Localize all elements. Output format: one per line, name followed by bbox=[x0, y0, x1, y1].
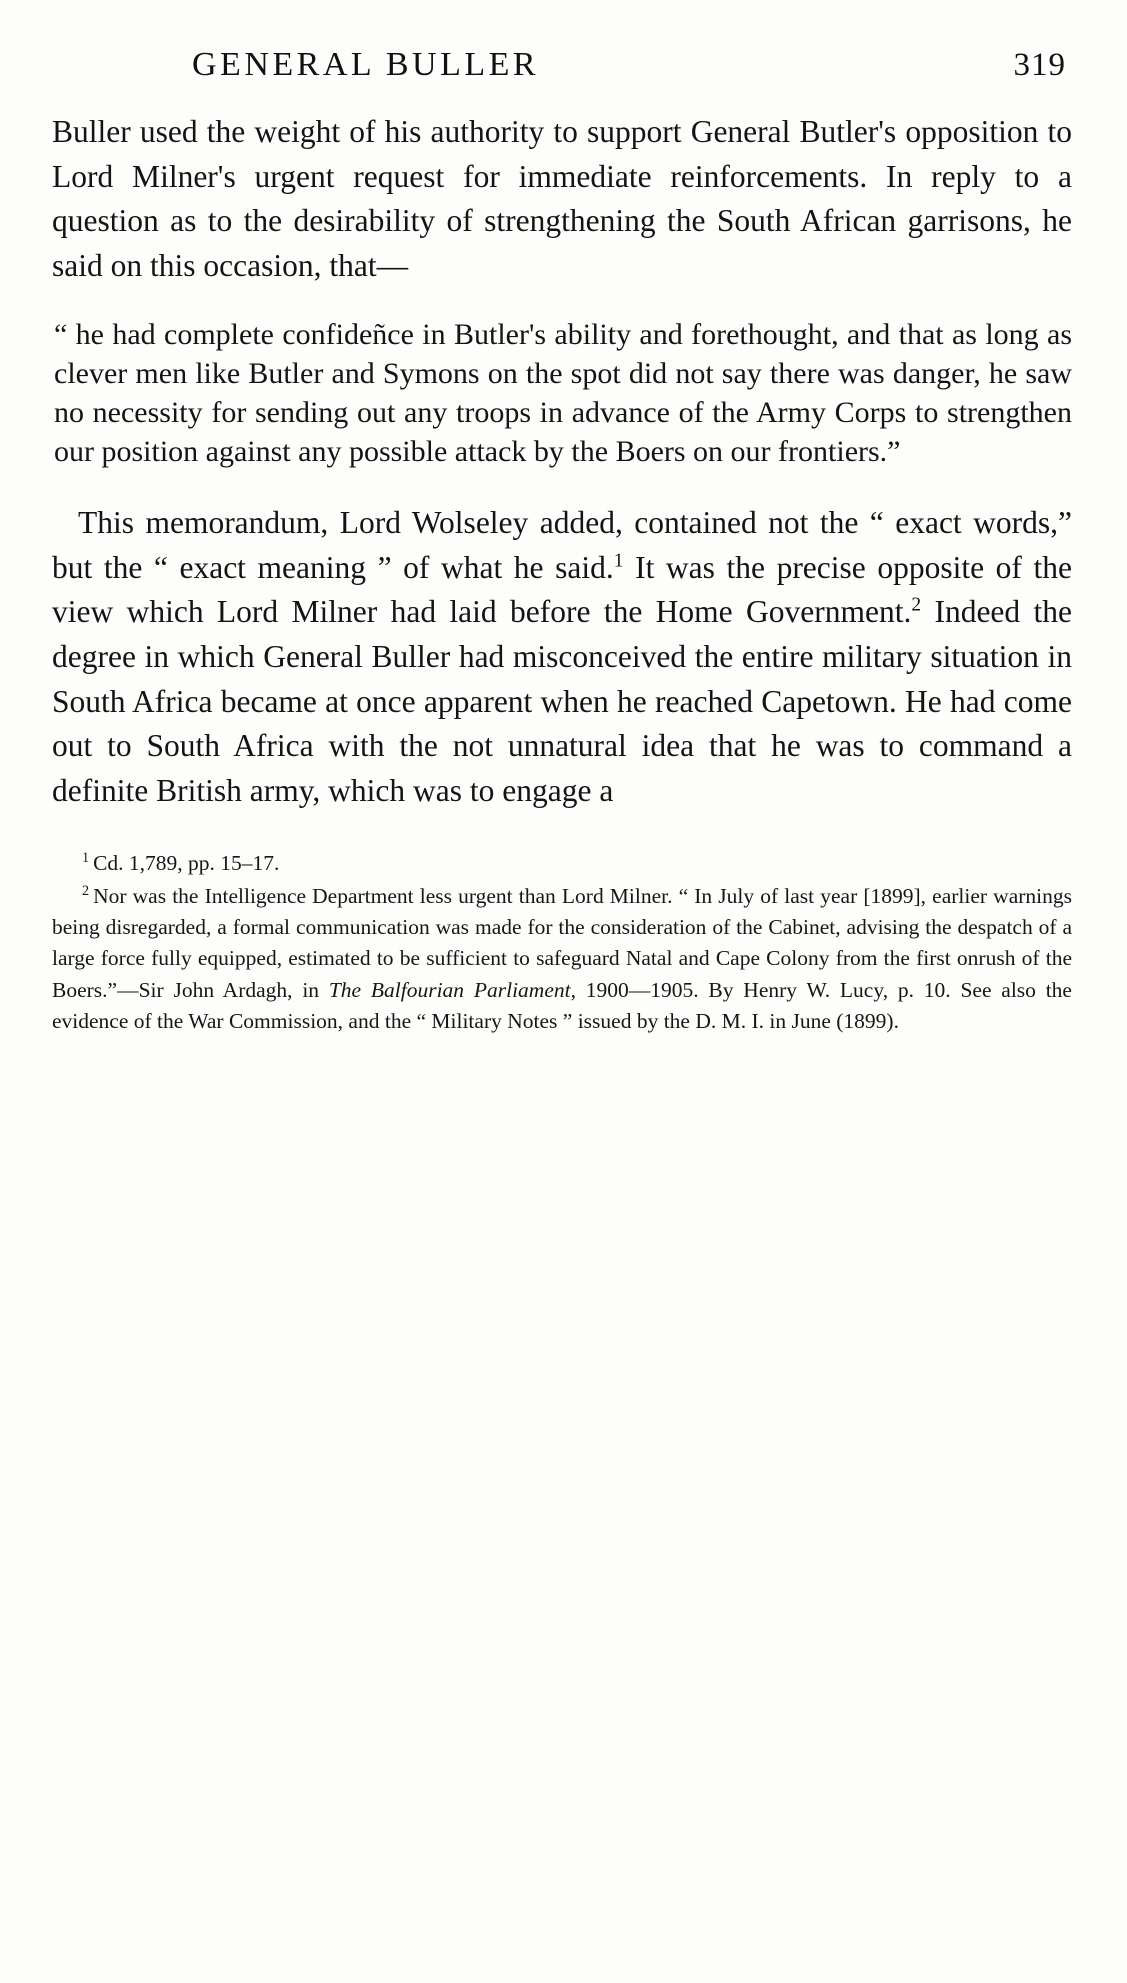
page-number: 319 bbox=[1013, 47, 1066, 83]
body-paragraph-2 bbox=[52, 501, 1072, 814]
footnote-1-marker: 1 bbox=[82, 849, 90, 866]
footnote-reference-2: 2 bbox=[911, 594, 922, 616]
footnote-2-text-b: 1900—1905. By Henry W. Lucy, p. 10. See also the evidence of the War Commission, and the “ Military Notes ” issued by the D. M. I. in June (1899). bbox=[52, 977, 1072, 1033]
footnote-2-italic-title: The Balfourian Parliament, bbox=[328, 977, 576, 1002]
footnote-2-marker: 2 bbox=[82, 882, 90, 899]
page-content bbox=[52, 46, 1072, 1039]
block-quotation: “ he had complete confideñce in Butler's ability and forethought, and that as long as clever men like Butler and Symons on the spot did not say there was danger, he saw no necessity for sending out any troops in advance of the Army Corps to strengthen our position against any possible attack by the Boers on our frontiers.” bbox=[54, 317, 1072, 468]
paragraph-2-segment-3: Indeed the degree in which General Buller had misconceived the entire military situation in South Africa became at once apparent when he reached Capetown. He had come out to South Africa with the not unnatural idea that he was to command a definite British army, which was to engage a bbox=[52, 594, 1072, 809]
paragraph-2-segment-2: It was the precise opposite of the view which Lord Milner had laid before the Home Government. bbox=[52, 549, 1072, 630]
footnote-2 bbox=[52, 881, 1072, 1037]
footnote-1-text: Cd. 1,789, pp. 15–17. bbox=[93, 850, 280, 875]
body-paragraph-1: Buller used the weight of his authority to support General Butler's opposition to Lord Milner's urgent request for immediate reinforcements. In reply to a question as to the desirability of strengthening the South African garrisons, he said on this occasion, that— bbox=[52, 114, 1072, 284]
running-head bbox=[52, 46, 1072, 84]
footnote-1 bbox=[52, 848, 1072, 879]
paragraph-2-segment-1: This memorandum, Lord Wolseley added, contained not the “ exact words,” but the “ exact meaning ” of what he said. bbox=[52, 504, 1072, 585]
page-title: GENERAL BULLER bbox=[192, 46, 540, 83]
footnote-2-text-a: Nor was the Intelligence Department less urgent than Lord Milner. “ In July of last year [1899], earlier warnings being disregarded, a formal communication was made for the consideration of the Cabinet, advising the despatch of a large force fully equipped, estimated to be sufficient to safeguard Natal and Cape Colony from the first onrush of the Boers.”—Sir John Ardagh, in bbox=[52, 884, 1072, 1002]
footnote-reference-1: 1 bbox=[613, 550, 624, 572]
footnotes-section bbox=[52, 848, 1072, 1037]
